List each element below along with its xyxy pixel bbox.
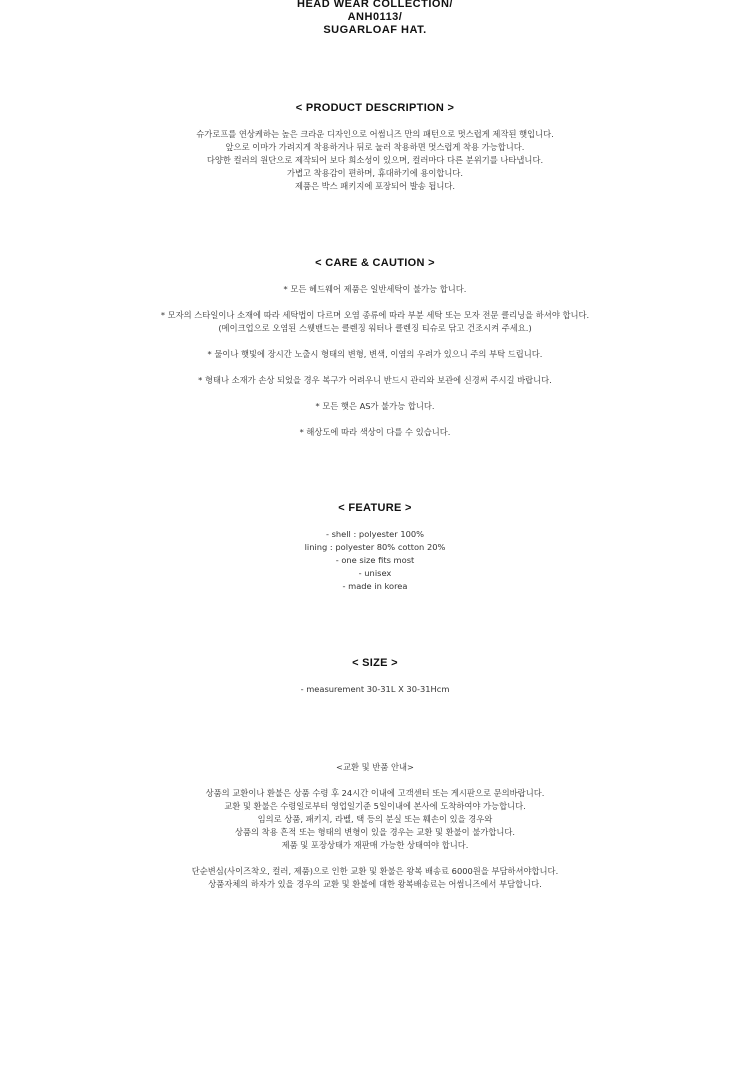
feature-line: - unisex [358, 568, 392, 578]
care-item: * 형태나 소재가 손상 되었을 경우 복구가 어려우니 반드시 관리와 보관에 신경써 주시길 바랍니다. [198, 375, 552, 385]
product-description-title: < PRODUCT DESCRIPTION > [295, 102, 455, 114]
description-line: 제품은 박스 패키지에 포장되어 발송 됩니다. [294, 181, 456, 191]
exchange-line: 임의로 상품, 패키지, 라벨, 택 등의 분실 또는 훼손이 있을 경우와 [257, 814, 493, 824]
care-item: * 모든 헤드웨어 제품은 일반세탁이 불가능 합니다. [283, 284, 467, 294]
feature-section [0, 501, 750, 593]
product-name: SUGARLOAF HAT. [323, 24, 427, 36]
product-code: ANH0113/ [347, 11, 403, 23]
feature-title: < FEATURE > [338, 502, 412, 514]
size-section [0, 656, 750, 696]
exchange-line: 교환 및 환불은 수령일로부터 영업일기준 5일이내에 본사에 도착하여야 가능합니다. [224, 801, 526, 811]
size-line: - measurement 30-31L X 30-31Hcm [300, 684, 450, 694]
product-description-section [0, 101, 750, 193]
care-item-note: (메이크업으로 오염된 스웻밴드는 클렌징 워터나 클렌징 티슈로 닦고 건조시켜 주세요.) [218, 323, 532, 333]
feature-line: - made in korea [342, 581, 408, 591]
exchange-line: 상품의 착용 흔적 또는 형태의 변형이 있을 경우는 교환 및 환불이 불가합니다. [234, 827, 516, 837]
description-line: 앞으로 이마가 가려지게 착용하거나 뒤로 눌러 착용하면 멋스럽게 착용 가능합니다. [225, 142, 525, 152]
size-title: < SIZE > [352, 657, 398, 669]
exchange-line: 단순변심(사이즈착오, 컬러, 제품)으로 인한 교환 및 환불은 왕복 배송료 6000원을 부담하셔야합니다. [191, 866, 559, 876]
care-item: * 모자의 스타일이나 소재에 따라 세탁법이 다르며 오염 종류에 따라 부분 세탁 또는 모자 전문 클리닝을 하셔야 합니다. [160, 310, 590, 320]
care-caution-title: < CARE & CAUTION > [315, 257, 435, 269]
care-item: * 물이나 햇빛에 장시간 노출시 형태의 변형, 변색, 이염의 우려가 있으니 주의 부탁 드립니다. [207, 349, 543, 359]
exchange-line: 상품자체의 하자가 있을 경우의 교환 및 환불에 대한 왕복배송료는 어썸니즈에서 부담합니다. [208, 879, 542, 889]
description-line: 다양한 컬러의 원단으로 제작되어 보다 희소성이 있으며, 컬러마다 다른 분위기를 나타냅니다. [206, 155, 544, 165]
exchange-line: 제품 및 포장상태가 재판매 가능한 상태여야 합니다. [281, 840, 469, 850]
exchange-section [0, 761, 750, 891]
exchange-line: 상품의 교환이나 환불은 상품 수령 후 24시간 이내에 고객센터 또는 게시판으로 문의바랍니다. [205, 788, 545, 798]
exchange-title: <교환 및 반품 안내> [336, 762, 414, 772]
product-header [0, 0, 750, 37]
care-item: * 모든 햇은 AS가 불가능 합니다. [315, 401, 435, 411]
description-line: 가볍고 착용감이 편하며, 휴대하기에 용이합니다. [286, 168, 464, 178]
care-caution-section [0, 256, 750, 439]
collection-name: HEAD WEAR COLLECTION/ [297, 0, 453, 10]
description-line: 슈가로프를 연상케하는 높은 크라운 디자인으로 어썸니즈 만의 패턴으로 멋스럽게 제작된 햇입니다. [196, 129, 554, 139]
feature-line: - shell : polyester 100% [325, 529, 425, 539]
feature-line: lining : polyester 80% cotton 20% [304, 542, 446, 552]
feature-line: - one size fits most [335, 555, 415, 565]
care-item: * 해상도에 따라 색상이 다를 수 있습니다. [299, 427, 451, 437]
